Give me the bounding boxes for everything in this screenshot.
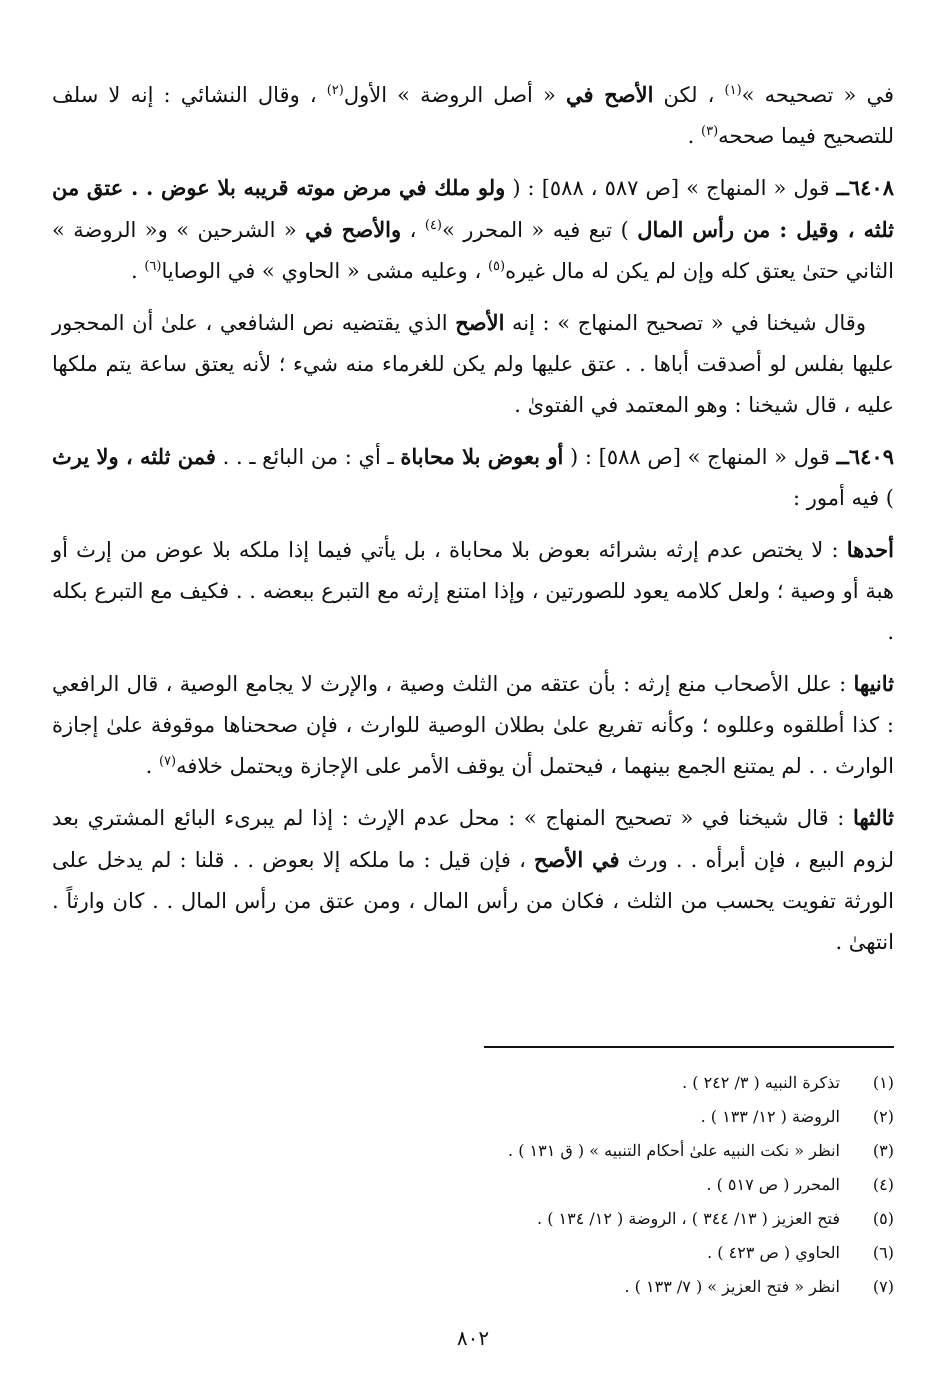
bold-text: فمن ثلثه ، ولا يرث [52,444,216,469]
footnote [52,1100,894,1134]
footnote-text: المحرر ( ص ٥١٧ ) . [706,1175,840,1194]
text-run: . [130,259,145,283]
text-run: ، [401,218,425,242]
paragraph [52,663,894,787]
bold-text: أو بعوض بلا محاباة [400,444,564,469]
footnote-number: (٥) [872,1209,894,1228]
footnote-text: الروضة ( ١٢/ ١٣٣ ) . [700,1107,840,1126]
footnote-text: فتح العزيز ( ١٣/ ٣٤٤ ) ، الروضة ( ١٢/ ١٣٤ ) . [537,1209,840,1228]
footnote [52,1066,894,1100]
text-run: : لا يختص عدم إرثه بشرائه بعوض بلا محاباة ، بل يأتي فيما إذا ملكه بلا عوض من إرث أو هبة أو وصية ؛ ولعل كلامه يعود للصورتين ، وإذا امتنع إرثه مع التبرع ببعضه . . فكيف مع التبرع بكله . [52,538,894,644]
text-run: ، وعليه مشى « الحاوي » في الوصايا [161,259,488,283]
bold-text: ثالثها [852,805,894,830]
text-run: في « تصحيحه » [741,83,895,107]
text-run: . [145,754,159,778]
text-run: الذي يقتضيه نص الشافعي ، علىٰ أن المحجور عليها بفلس لو أصدقت أباها . . عتق عليها ولم يكن للغرماء منه شيء ؛ لأنه يعتق ساعة يتم ملكها عليه ، قال شيخنا : وهو المعتمد في الفتوىٰ . [52,311,894,417]
footnote-ref: (٥) [487,259,506,274]
footnote-text: انظر « فتح العزيز » ( ٧/ ١٣٣ ) . [624,1277,840,1296]
footnote-ref: (٧) [158,754,177,769]
text-run: ) تبع فيه « المحرر » [441,218,638,242]
text-run: قول « المنهاج » [ص ٥٨٨] : ( [563,445,837,469]
footnote-ref: (٣) [701,124,719,139]
footnote-number: (٧) [872,1277,894,1296]
footnote [52,1236,894,1270]
bold-text: الأصح في [565,82,654,107]
footnote-number: (٢) [872,1107,894,1126]
text-run: ، فإن قيل : ما ملكه إلا بعوض . . قلنا : لم يدخل على الورثة تفويت يحسب من الثلث ، فكان من رأس المال ، ومن عتق من رأس المال . . كان وارثاً . انتهىٰ . [52,848,894,954]
footnote-number: (٦) [872,1243,894,1262]
footnote-text: انظر « نكت النبيه علىٰ أحكام التنبيه » ( ق ١٣١ ) . [508,1141,840,1160]
footnotes-list [52,1066,894,1304]
page-number: ٨٠٢ [456,1326,490,1350]
text-run: ) فيه أمور : [792,486,894,510]
text-run: . [687,124,702,148]
footnote-text: تذكرة النبيه ( ٣/ ٢٤٢ ) . [682,1073,840,1092]
footnote [52,1168,894,1202]
bold-text: ٦٤٠٨ــ [836,175,894,200]
text-run: ، لكن [653,83,725,107]
bold-text: الأصح [455,310,505,335]
bold-text: ثانيها [853,671,894,696]
main-text [52,74,894,963]
bold-text: والأصح في [305,217,402,242]
text-run: ـ أي : من البائع ـ . . [215,445,401,469]
bold-text: في الأصح [534,847,620,872]
paragraph [52,436,894,519]
text-run: ، وقال النشائي : إنه لا سلف للتصحيح فيما صححه [52,83,894,148]
footnote [52,1202,894,1236]
footnote-number: (١) [872,1073,894,1092]
footnote-number: (٤) [872,1175,894,1194]
text-run: « أصل الروضة » الأول [343,83,566,107]
text-run: وقال شيخنا في « تصحيح المنهاج » : إنه [504,311,866,335]
text-run: « الشرحين » و« الروضة » الثاني حتىٰ يعتق كله وإن لم يكن له مال غيره [52,218,894,283]
text-run: : قال شيخنا في « تصحيح المنهاج » : محل عدم الإرث : إذا لم يبرىء البائع المشتري بعد لزوم البيع ، فإن أبرأه . . ورث [52,806,894,872]
footnote-ref: (١) [724,83,742,98]
footnote-ref: (٦) [144,259,162,274]
footnote-text: الحاوي ( ص ٤٢٣ ) . [707,1243,840,1262]
text-run: : علل الأصحاب منع إرثه : بأن عتقه من الثلث وصية ، والإرث لا يجامع الوصية ، قال الرافعي : كذا أطلقوه وعللوه ؛ وكأنه تفريع علىٰ بطلان الوصية للوارث ، فإن صححناها موقوفة علىٰ إجازة الوارث . . لم يمتنع الجمع بينهما ، فيحتمل أن يوقف الأمر على الإجازة ويحتمل خلافه [52,672,894,778]
paragraph [52,302,894,426]
paragraph [52,797,894,963]
footnote-number: (٣) [872,1141,894,1160]
footnote-ref: (٢) [326,83,344,98]
paragraph [52,167,894,292]
footnote-divider [484,1046,894,1048]
footnote [52,1270,894,1304]
bold-text: ٦٤٠٩ــ [836,444,894,469]
text-run: قول « المنهاج » [ص ٥٨٧ ، ٥٨٨] : ( [505,176,837,200]
bold-text: ولو ملك في مرض موته قريبه بلا عوض . . عتق من ثلثه ، وقيل : من رأس المال [52,175,894,242]
book-page [52,74,894,1374]
paragraph [52,529,894,653]
bold-text: أحدها [846,537,894,562]
footnote [52,1134,894,1168]
paragraph [52,74,894,157]
footnote-ref: (٤) [424,218,442,233]
